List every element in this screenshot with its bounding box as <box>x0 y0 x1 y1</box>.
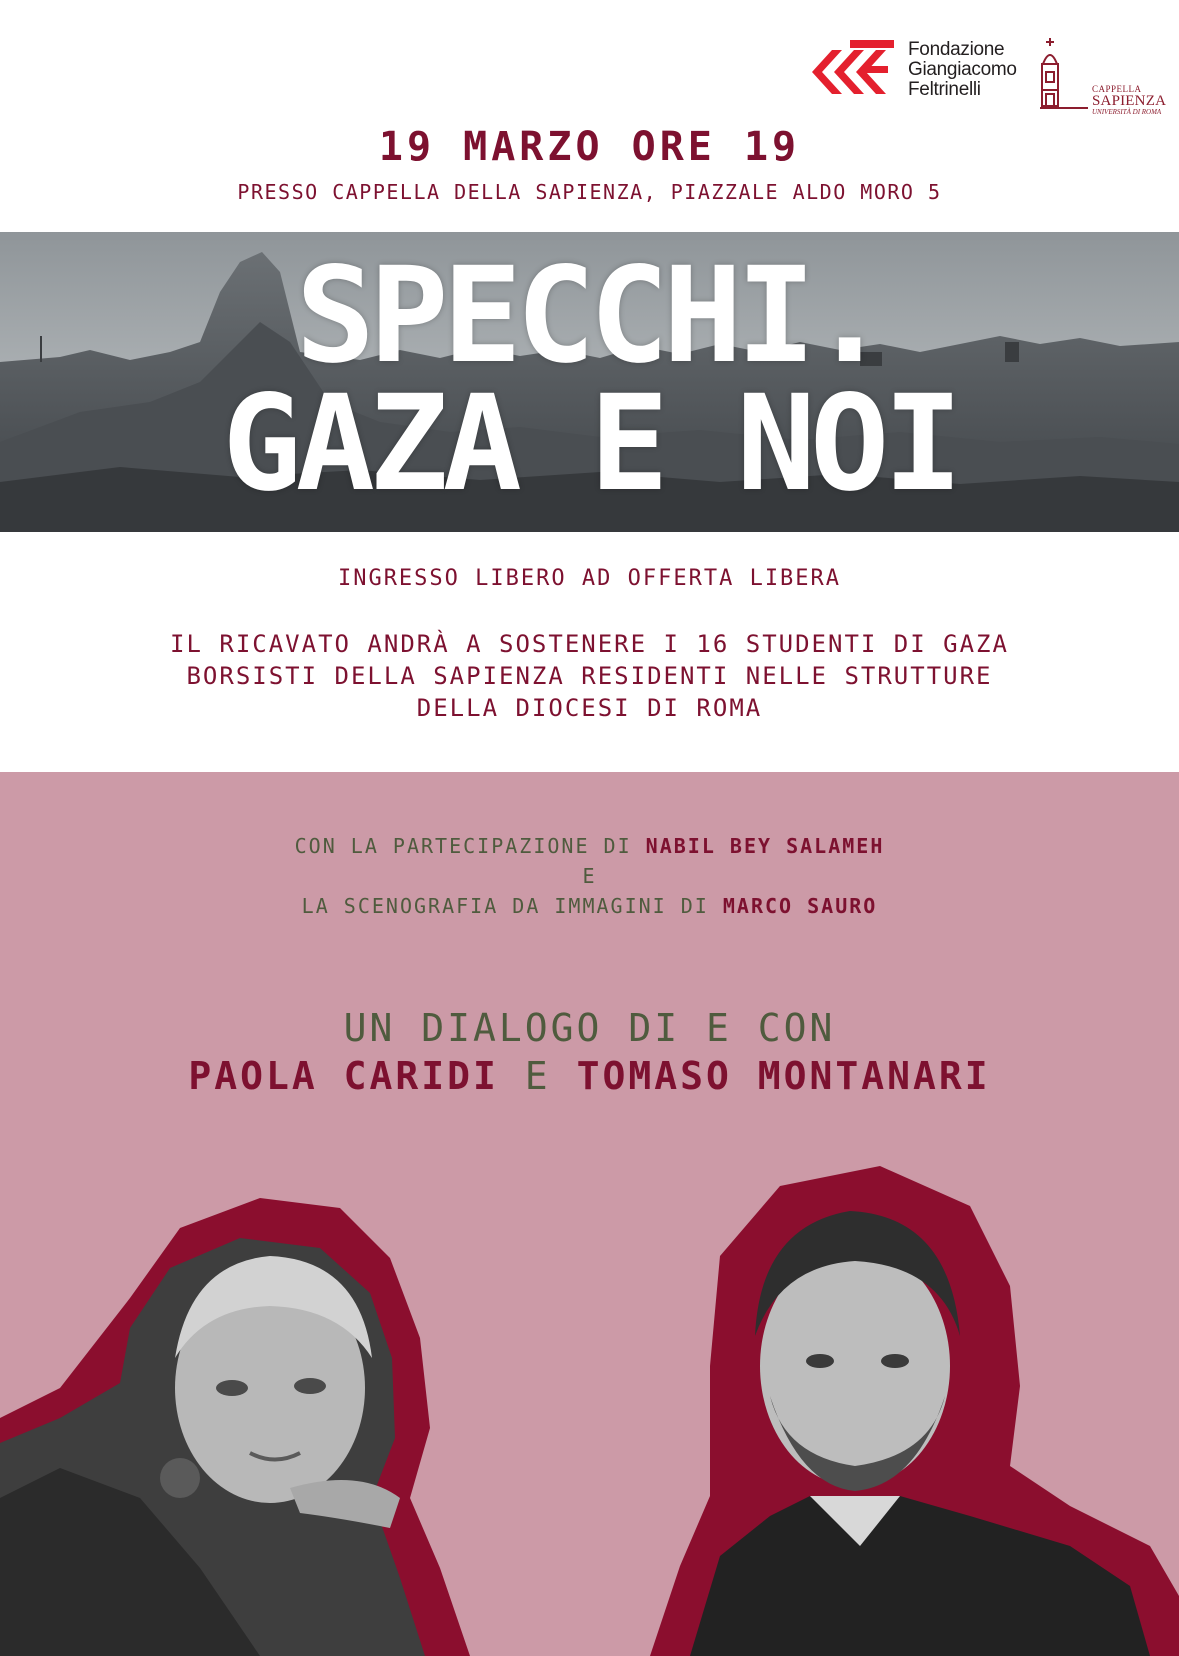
proceeds-line-2: BORSISTI DELLA SAPIENZA RESIDENTI NELLE STRUTTURE <box>186 662 993 690</box>
dialogue-speakers <box>0 1054 1179 1098</box>
cappella-sapienza-logo <box>1040 34 1170 114</box>
feltrinelli-name-1: Fondazione <box>908 39 1005 60</box>
headline-line-2: GAZA E NOI <box>222 367 957 521</box>
sapienza-name-3: UNIVERSITÀ DI ROMA <box>1092 108 1162 116</box>
entry-note: INGRESSO LIBERO AD OFFERTA LIBERA <box>337 566 842 591</box>
participation-line-3 <box>0 894 1179 918</box>
feltrinelli-mark-icon <box>812 36 902 106</box>
portrait-tomaso-montanari <box>650 1166 1179 1656</box>
speaker-conjunction: E <box>498 1054 577 1098</box>
speaker-1: PAOLA CARIDI <box>188 1054 499 1098</box>
proceeds-line-1: IL RICAVATO ANDRÀ A SOSTENERE I 16 STUDENTI DI GAZA <box>170 630 1009 658</box>
proceeds-note <box>0 628 1179 724</box>
participation-line-2: E <box>582 864 597 888</box>
chapel-dome-icon <box>1040 34 1090 114</box>
feltrinelli-name-2: Giangiacomo <box>908 59 1017 80</box>
speaker-2: TOMASO MONTANARI <box>576 1054 991 1098</box>
sapienza-name-2: SAPIENZA <box>1092 93 1167 109</box>
event-date: 19 MARZO ORE 19 <box>378 124 801 170</box>
dialogue-intro: UN DIALOGO DI E CON <box>343 1006 836 1050</box>
photographer-name: MARCO SAURO <box>722 894 878 918</box>
headline-line-1: SPECCHI. <box>295 239 884 393</box>
participation-line-1 <box>0 834 1179 858</box>
sapienza-name-1: CAPPELLA <box>1092 84 1142 94</box>
event-venue: PRESSO CAPPELLA DELLA SAPIENZA, PIAZZALE ALDO MORO 5 <box>237 180 942 204</box>
scenography-prefix: LA SCENOGRAFIA DA IMMAGINI DI <box>301 894 723 918</box>
participation-prefix: CON LA PARTECIPAZIONE DI <box>294 834 646 858</box>
participant-name: NABIL BEY SALAMEH <box>645 834 885 858</box>
feltrinelli-logo <box>812 30 1032 116</box>
feltrinelli-name-3: Feltrinelli <box>908 79 981 100</box>
proceeds-line-3: DELLA DIOCESI DI ROMA <box>416 694 763 722</box>
portrait-paola-caridi <box>0 1168 470 1656</box>
